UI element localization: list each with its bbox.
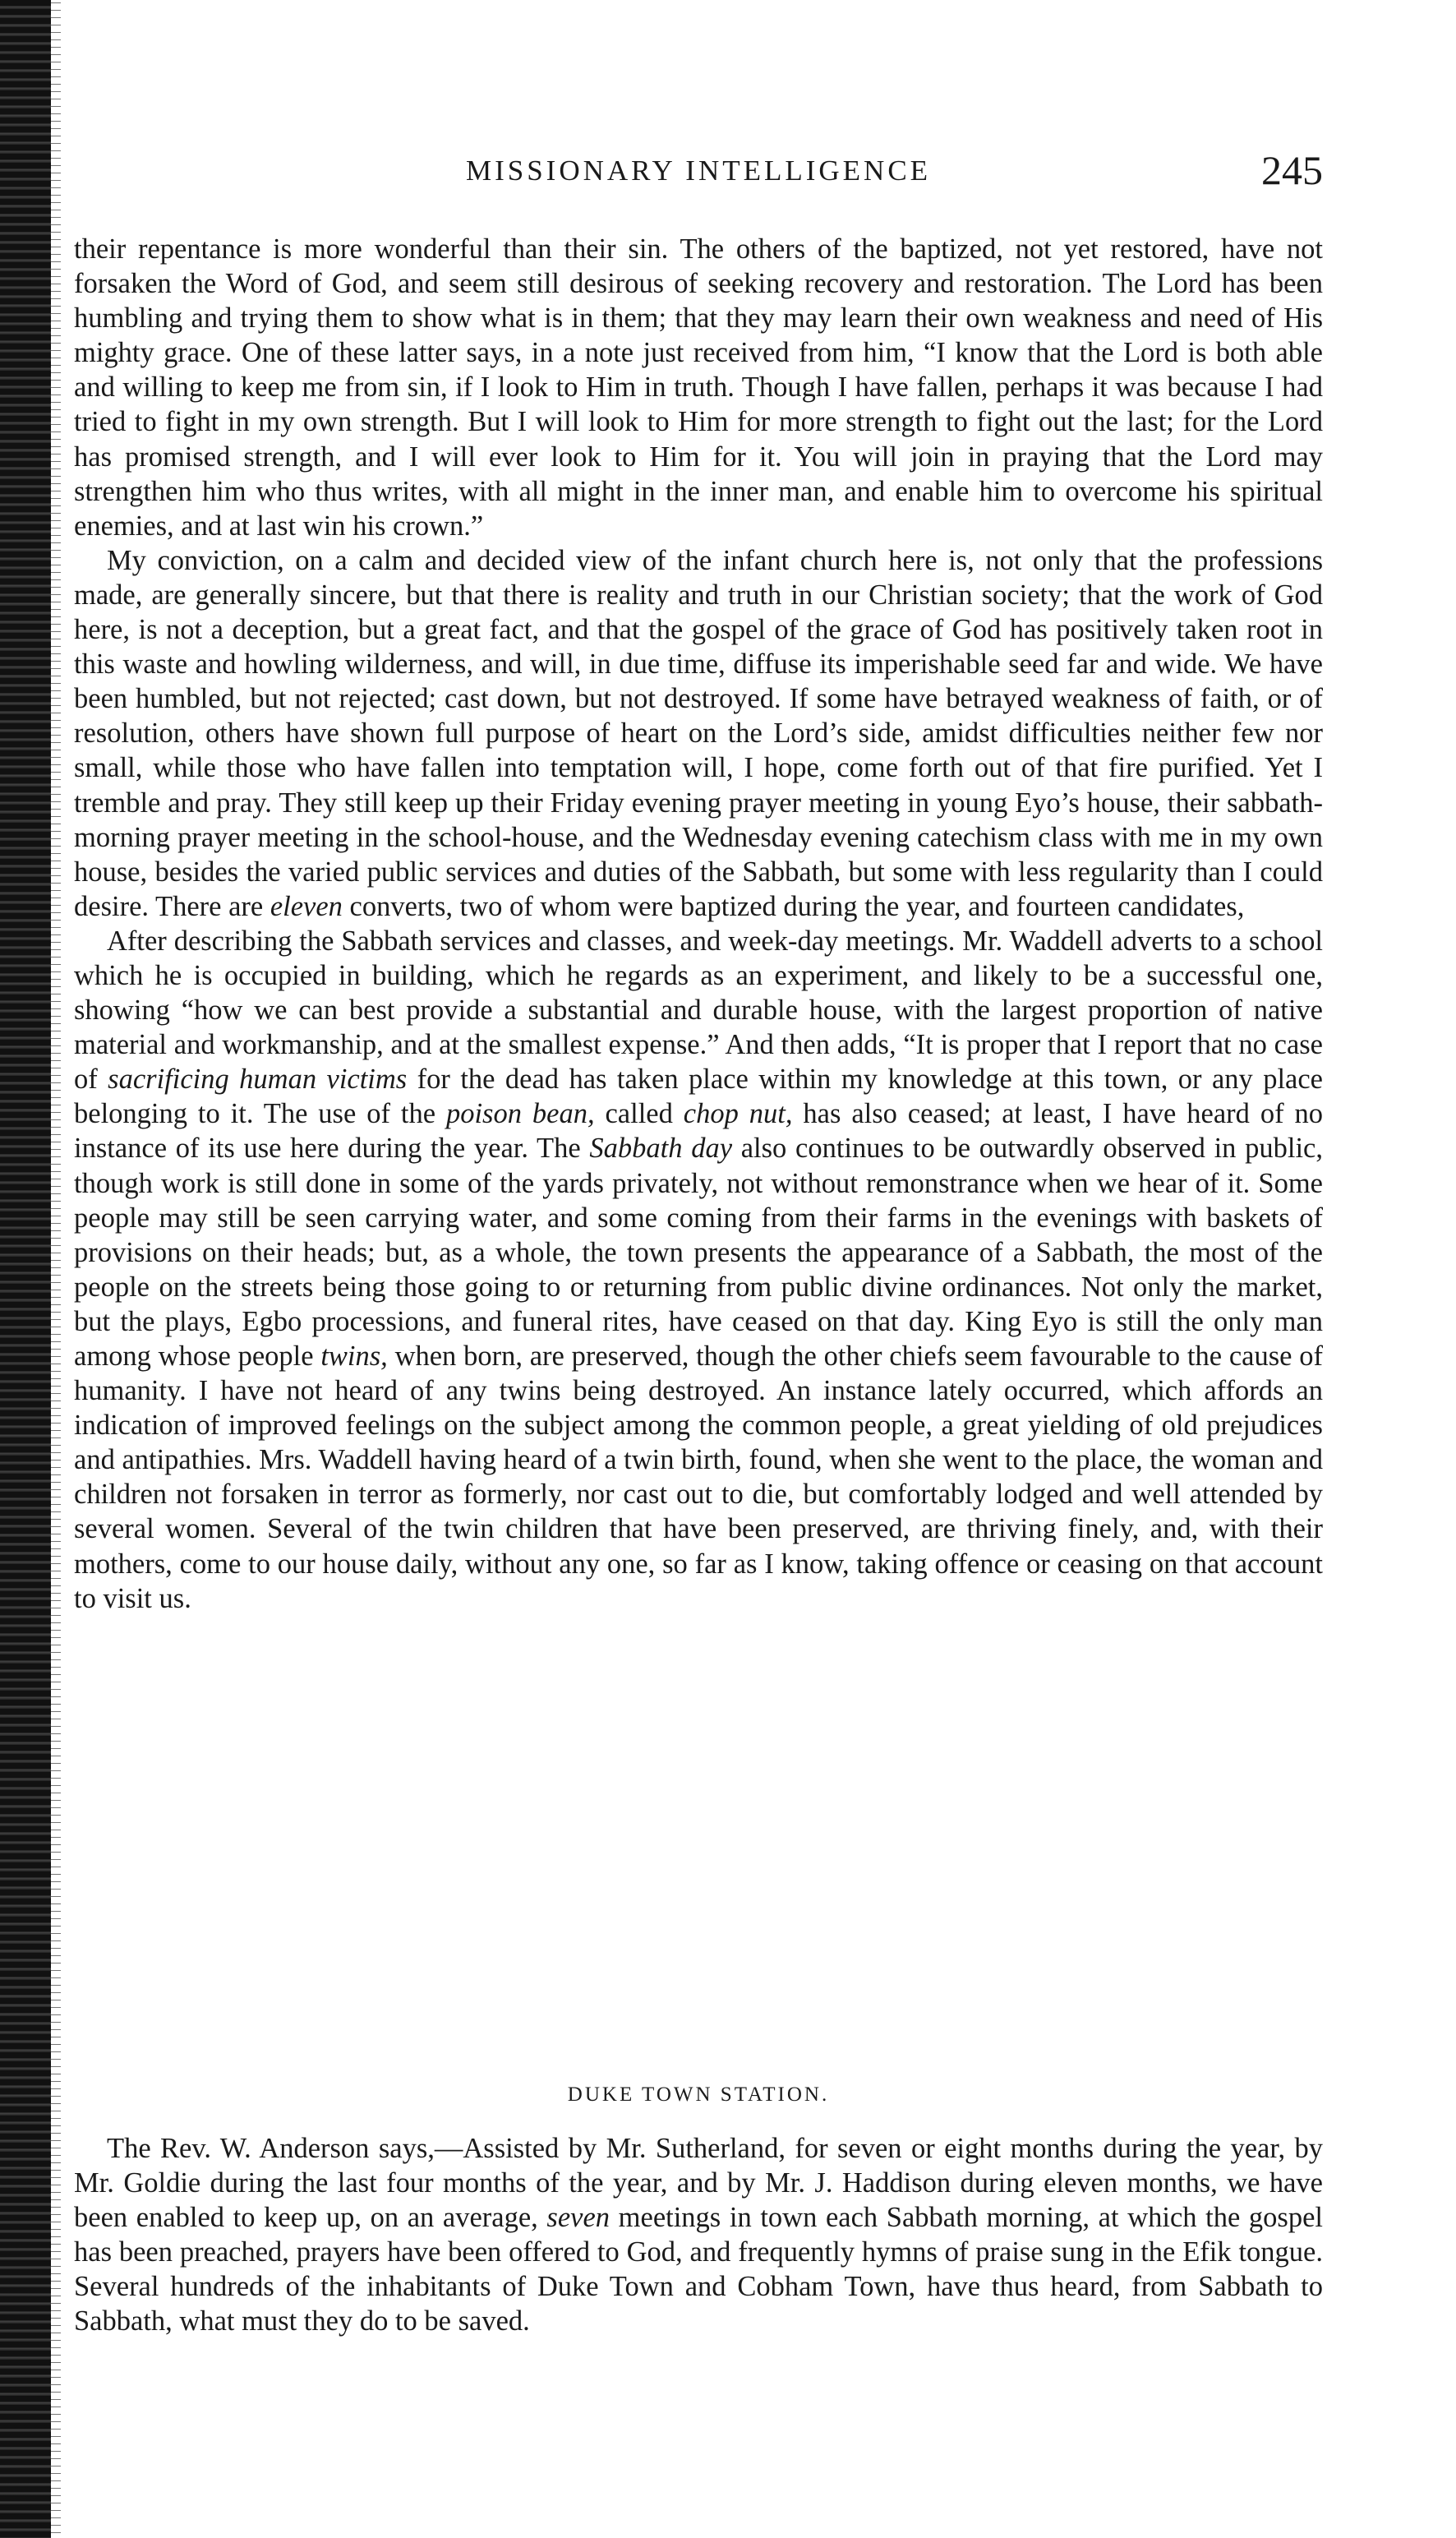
text-run: for the dead has taken place within my knowledge at this town, or any place belonging to it. The use of the xyxy=(74,1064,1323,1130)
section-body-text xyxy=(74,2131,1323,2339)
paragraph xyxy=(74,543,1323,924)
italic-text-run: Sabbath day xyxy=(589,1133,733,1165)
section-title: DUKE TOWN STATION. xyxy=(567,2083,830,2106)
text-run: My conviction, on a calm and decided view of the infant church here is, not only that the professions made, are generally sincere, but that there is reality and truth in our Christian society; that the work of God here, is not a deception, but a great fact, and that the gospel of the grace of God has positively taken root in this waste and howling wilderness, and will, in due time, diffuse its imperishable seed far and wide. We have been humbled, but not rejected; cast down, but not destroyed. If some have betrayed weakness of faith, or of resolution, others have shown full purpose of heart on the Lord’s side, amidst difficulties neither few nor small, while those who have fallen into temptation will, I hope, come forth out of that fire purified. Yet I tremble and pray. They still keep up their Friday evening prayer meeting in young Eyo’s house, their sabbath-morning prayer meeting in the school-house, and the Wednesday evening catechism class with me in my own house, besides the varied public services and duties of the Sabbath, but some with less regularity than I could desire. There are xyxy=(74,544,1323,922)
italic-text-run: twins, xyxy=(320,1341,388,1372)
paragraph xyxy=(74,2131,1323,2339)
paragraph xyxy=(74,232,1323,543)
text-run: their repentance is more wonderful than their sin. The others of the baptized, not yet restored, have not forsaken the Word of God, and seem still desirous of seeking recovery and restoration. The Lord has been humbling and trying them to show what is in them; that they may learn their own weakness and need of His mighty grace. One of these latter says, in a note just received from him, “I know that the Lord is both able and willing to keep me from sin, if I look to Him in truth. Though I have fallen, perhaps it was because I had tried to fight in my own strength. But I will look to Him for more strength to fight out the last; for the Lord has promised strength, and I will ever look to Him for it. You will join in praying that the Lord may strengthen him who thus writes, with all might in the inner man, and enable him to overcome his spiritual enemies, and at last win his crown.” xyxy=(74,233,1323,542)
text-run: when born, are preserved, though the other chiefs seem favourable to the cause of humanity. I have not heard of any twins being destroyed. An instance lately occurred, which affords an indication of improved feelings on the subject among the common people, a great yielding of old prejudices and antipathies. Mrs. Waddell having heard of a twin birth, found, when she went to the place, the woman and children not forsaken in terror as formerly, nor cast out to die, but comfortably lodged and well attended by several women. Several of the twin children that have been preserved, are thriving finely, and, with their mothers, come to our house daily, without any one, so far as I know, taking offence or ceasing on that account to visit us. xyxy=(74,1341,1323,1614)
text-run: converts, two of whom were baptized during the year, and fourteen candidates, xyxy=(342,890,1245,922)
text-run: called xyxy=(594,1098,684,1130)
italic-text-run: poison bean, xyxy=(445,1098,595,1130)
italic-text-run: seven xyxy=(546,2202,611,2234)
italic-text-run: sacrificing human victims xyxy=(108,1064,408,1096)
page-number: 245 xyxy=(1261,147,1323,193)
text-run: has also ceased; at least, I have heard of no instance of its use here during the year. The xyxy=(74,1098,1323,1165)
paragraph xyxy=(74,924,1323,1616)
running-title: MISSIONARY INTELLIGENCE xyxy=(465,155,932,187)
text-run: The Rev. W. Anderson says,—Assisted by Mr. Sutherland, for seven or eight months during the year, by Mr. Goldie during the last four months of the year, and by Mr. J. Haddison during eleven months, we have been enabled to keep up, on an average, xyxy=(74,2133,1323,2234)
text-run: meetings in town each Sabbath morning, at which the gospel has been preached, prayers have been offered to God, and frequently hymns of praise sung in the Efik tongue. Several hundreds of the inhabitants of Duke Town and Cobham Town, have thus heard, from Sabbath to Sabbath, what must they do to be saved. xyxy=(74,2202,1323,2337)
text-run: After describing the Sabbath services and classes, and week-day meetings. Mr. Waddell adverts to a school which he is occupied in building, which he regards as an experiment, and likely to be a successful one, showing “how we can best provide a substantial and durable house, with the largest proportion of native material and workmanship, and at the smallest expense.” And then adds, “It is proper that I report that no case of xyxy=(74,925,1323,1096)
italic-text-run: eleven xyxy=(270,890,343,922)
body-text xyxy=(74,232,1323,1616)
running-head xyxy=(74,146,1323,204)
text-run: also continues to be outwardly observed in public, though work is still done in some of the yards privately, not without remonstrance when we hear of it. Some people may still be seen carrying water, and some coming from their farms in the evenings with baskets of provisions on their heads; but, as a whole, the town presents the appearance of a Sabbath, the most of the people on the streets being those going to or returning from public divine ordinances. Not only the market, but the plays, Egbo processions, and funeral rites, have ceased on that day. King Eyo is still the only man among whose people xyxy=(74,1133,1323,1372)
italic-text-run: chop nut, xyxy=(683,1098,793,1130)
